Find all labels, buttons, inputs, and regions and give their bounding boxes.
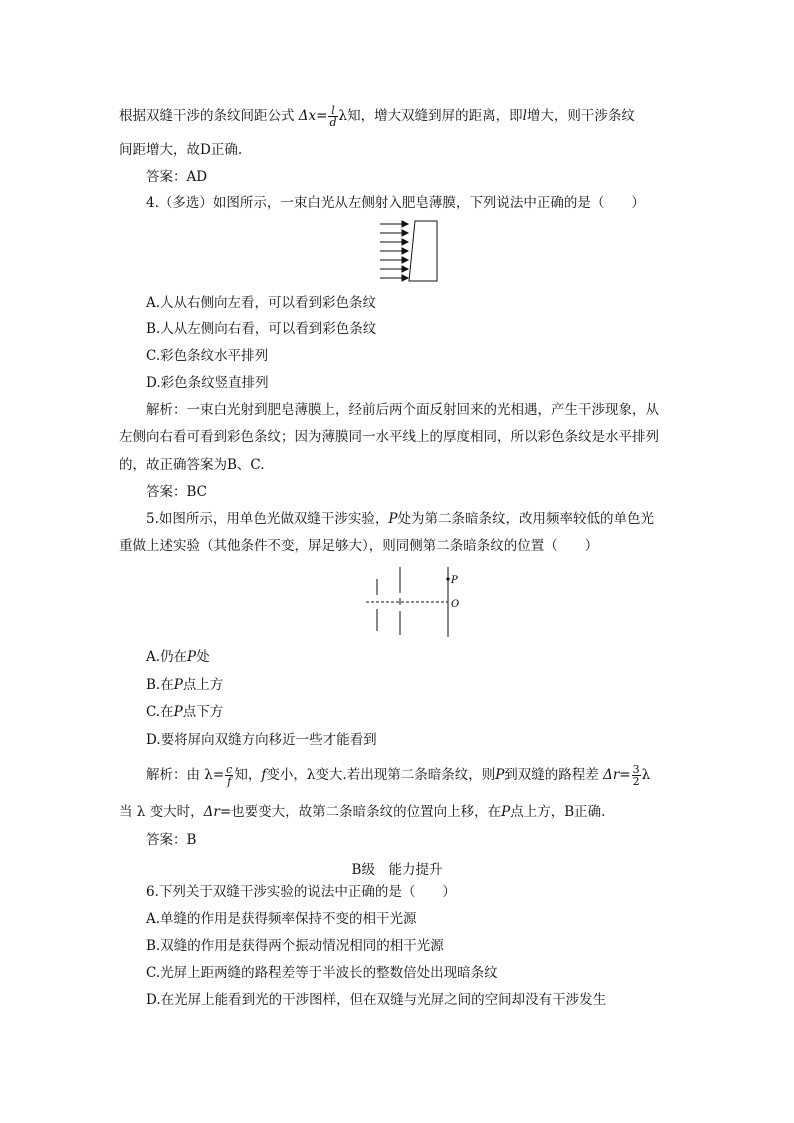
text: 点下方 xyxy=(182,704,224,720)
text: 增大，则干涉条纹 xyxy=(526,108,635,124)
lambda: λ xyxy=(204,767,213,783)
text: 根据双缝干涉的条纹间距公式 xyxy=(119,108,295,124)
var-p: P xyxy=(501,804,511,820)
option-a: A.人从右侧向左看，可以看到彩色条纹 xyxy=(146,295,377,311)
question-5-stem xyxy=(146,510,654,528)
fraction xyxy=(225,764,233,787)
option-b: B.人从左侧向右看，可以看到彩色条纹 xyxy=(146,321,377,337)
fraction-den: f xyxy=(227,775,232,788)
text: 到双缝的路程差 xyxy=(504,767,599,783)
lambda: λ xyxy=(641,767,651,783)
var-l: l xyxy=(522,108,527,124)
formula-line xyxy=(119,105,635,128)
text: 处 xyxy=(196,649,210,665)
text: 解析： xyxy=(146,767,187,783)
option-a xyxy=(146,648,210,666)
fraction xyxy=(632,764,641,787)
option-b xyxy=(146,676,223,694)
text: 处为第二条暗条纹，改用频率较低的单色光 xyxy=(397,511,654,527)
answer-3: 答案：AD xyxy=(146,169,208,185)
question-6-stem: 6.下列关于双缝干涉实验的说法中正确的是（ ） xyxy=(146,884,456,900)
text: 知，增大双缝到屏的距离，即 xyxy=(347,108,523,124)
option-d: D.要将屏向双缝方向移近一些才能看到 xyxy=(146,732,377,748)
equals: = xyxy=(212,767,225,783)
text-line: 间距增大，故D正确. xyxy=(119,142,243,158)
fraction xyxy=(328,105,337,128)
var-p: P xyxy=(187,649,197,665)
var-f: f xyxy=(261,767,267,783)
option-d: D.彩色条纹竖直排列 xyxy=(146,375,269,391)
option-c: C.彩色条纹水平排列 xyxy=(146,348,269,364)
film-figure xyxy=(378,219,444,283)
analysis-line: 解析：一束白光射到肥皂薄膜上，经前后两个面反射回来的光相遇，产生干涉现象，从 xyxy=(146,402,659,418)
text: C.在 xyxy=(146,704,174,720)
answer-4: 答案：BC xyxy=(146,484,208,500)
var-p: P xyxy=(495,767,505,783)
var-p: P xyxy=(173,704,183,720)
option-c: C.光屏上距两缝的路程差等于半波长的整数倍处出现暗条纹 xyxy=(146,965,498,981)
option-b: B.双缝的作用是获得两个振动情况相同的相干光源 xyxy=(146,938,444,954)
text: B.在 xyxy=(146,677,174,693)
analysis-line xyxy=(119,803,605,821)
fraction-den: d xyxy=(329,116,337,129)
label-p: P xyxy=(451,575,458,586)
text: A.仍在 xyxy=(146,649,188,665)
text: 点上方 xyxy=(182,677,224,693)
text: 知， xyxy=(234,767,262,783)
var-p: P xyxy=(173,677,183,693)
text: 当 xyxy=(119,804,133,820)
formula-dr: Δr= xyxy=(203,804,232,820)
lambda: λ xyxy=(306,767,316,783)
text: 也要变大，故第二条暗条纹的位置向上移，在 xyxy=(231,804,502,820)
label-o: O xyxy=(451,599,460,610)
section-heading: B级 能力提升 xyxy=(351,862,443,878)
double-slit-figure xyxy=(364,563,464,639)
question-4-stem: 4.（多选）如图所示，一束白光从左侧射入肥皂薄膜，下列说法中正确的是（ ） xyxy=(146,195,645,211)
analysis-line: 的，故正确答案为B、C. xyxy=(119,457,265,473)
analysis-line: 左侧向右看可看到彩色条纹；因为薄膜同一水平线上的厚度相同，所以彩色条纹是水平排列 xyxy=(119,429,659,445)
option-a: A.单缝的作用是获得频率保持不变的相干光源 xyxy=(146,911,417,927)
answer-5: 答案：B xyxy=(146,832,197,848)
analysis-line xyxy=(146,764,650,787)
formula-dr: Δr= xyxy=(603,767,631,783)
fraction-num: 3 xyxy=(632,763,640,776)
text: 由 xyxy=(186,767,200,783)
lambda: λ xyxy=(338,108,348,124)
fraction-num: c xyxy=(226,763,233,776)
option-c xyxy=(146,703,223,721)
fraction-num: l xyxy=(328,105,337,117)
question-5-stem-2: 重做上述实验（其他条件不变，屏足够大），则同侧第二条暗条纹的位置（ ） xyxy=(119,538,599,554)
text: 变大.若出现第二条暗条纹，则 xyxy=(315,767,496,783)
text: 变小， xyxy=(266,767,307,783)
formula-dx: Δx= xyxy=(298,108,328,124)
text: 点上方，B正确. xyxy=(510,804,606,820)
text: 5.如图所示，用单色光做双缝干涉实验， xyxy=(146,511,389,527)
text: 变大时， xyxy=(149,804,204,820)
var-p: P xyxy=(388,511,398,527)
option-d: D.在光屏上能看到光的干涉图样，但在双缝与光屏之间的空间却没有干涉发生 xyxy=(146,992,607,1008)
lambda: λ xyxy=(136,804,146,820)
fraction-den: 2 xyxy=(632,775,640,788)
